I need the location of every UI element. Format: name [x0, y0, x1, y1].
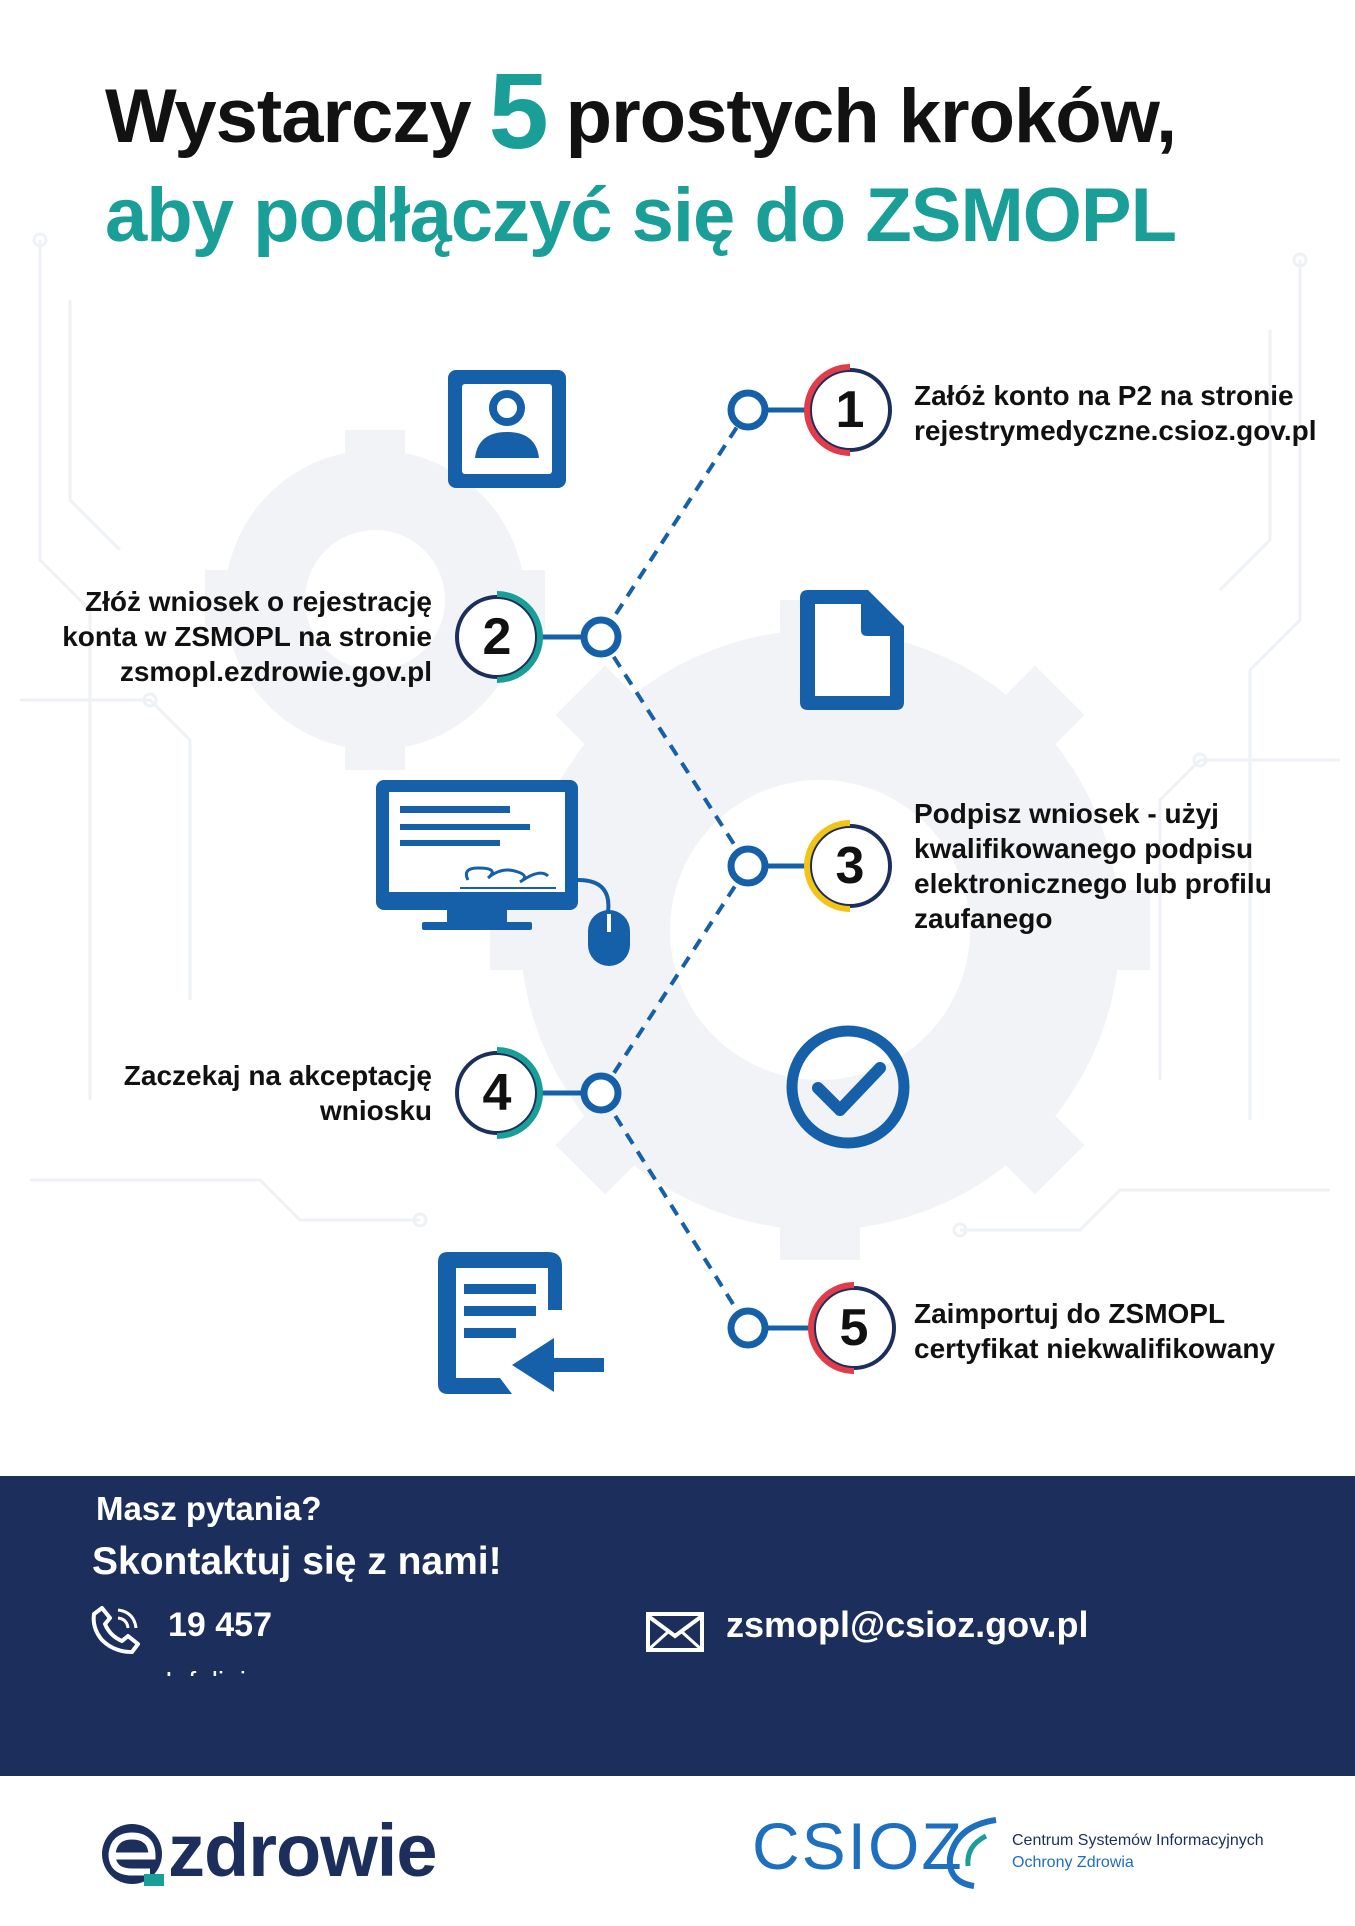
- footer-contact-heading: Skontaktuj się z nami!: [92, 1540, 502, 1583]
- checkmark-circle-icon: [792, 1031, 904, 1143]
- step-4-text: Zaczekaj na akceptację wniosku: [123, 1060, 432, 1126]
- step-3-number: 3: [835, 837, 865, 895]
- contact-email[interactable]: zsmopl@csioz.gov.pl: [726, 1604, 1089, 1645]
- title-number: 5: [488, 50, 548, 171]
- phone-icon: [90, 1604, 142, 1656]
- ezdrowie-logo-text: zdrowie: [168, 1809, 437, 1892]
- step-1-text: Załóż konto na P2 na stronie rejestrymedyczne.csioz.gov.pl: [914, 380, 1317, 446]
- title-wystarczy: Wystarczy: [105, 74, 471, 159]
- user-profile-icon: [448, 370, 566, 488]
- title-prostych-krokow: prostych kroków,: [565, 74, 1177, 159]
- computer-signature-icon: [376, 780, 630, 966]
- step-4-number: 4: [482, 1064, 512, 1122]
- step-2-text: Złóż wniosek o rejestrację konta w ZSMOPL na stronie zsmopl.ezdrowie.gov.pl: [62, 586, 432, 687]
- step-3-text: Podpisz wniosek - użyj kwalifikowanego podpisu elektronicznego lub profilu zaufanego: [914, 798, 1272, 934]
- phone-number[interactable]: 19 457: [168, 1606, 272, 1644]
- csioz-full-name-line2: Ochrony Zdrowia: [1012, 1854, 1134, 1871]
- footer-wave: [0, 1676, 1355, 1776]
- title-line-2: aby podłączyć się do ZSMOPL: [105, 173, 1177, 258]
- import-document-icon: [438, 1252, 604, 1394]
- envelope-icon: [646, 1612, 704, 1652]
- step-5-text: Zaimportuj do ZSMOPL certyfikat niekwalifikowany: [914, 1298, 1276, 1364]
- csioz-logo-text: CSIOZ: [752, 1809, 964, 1883]
- csioz-full-name-line1: Centrum Systemów Informacyjnych: [1012, 1832, 1264, 1849]
- timeline-connector: [601, 410, 748, 1328]
- step-2-number: 2: [482, 608, 512, 666]
- csioz-swirl-icon: [936, 1812, 1006, 1892]
- document-icon: [800, 590, 904, 710]
- step-5-number: 5: [839, 1299, 869, 1357]
- step-1-number: 1: [835, 381, 865, 439]
- footer-question: Masz pytania?: [96, 1490, 322, 1527]
